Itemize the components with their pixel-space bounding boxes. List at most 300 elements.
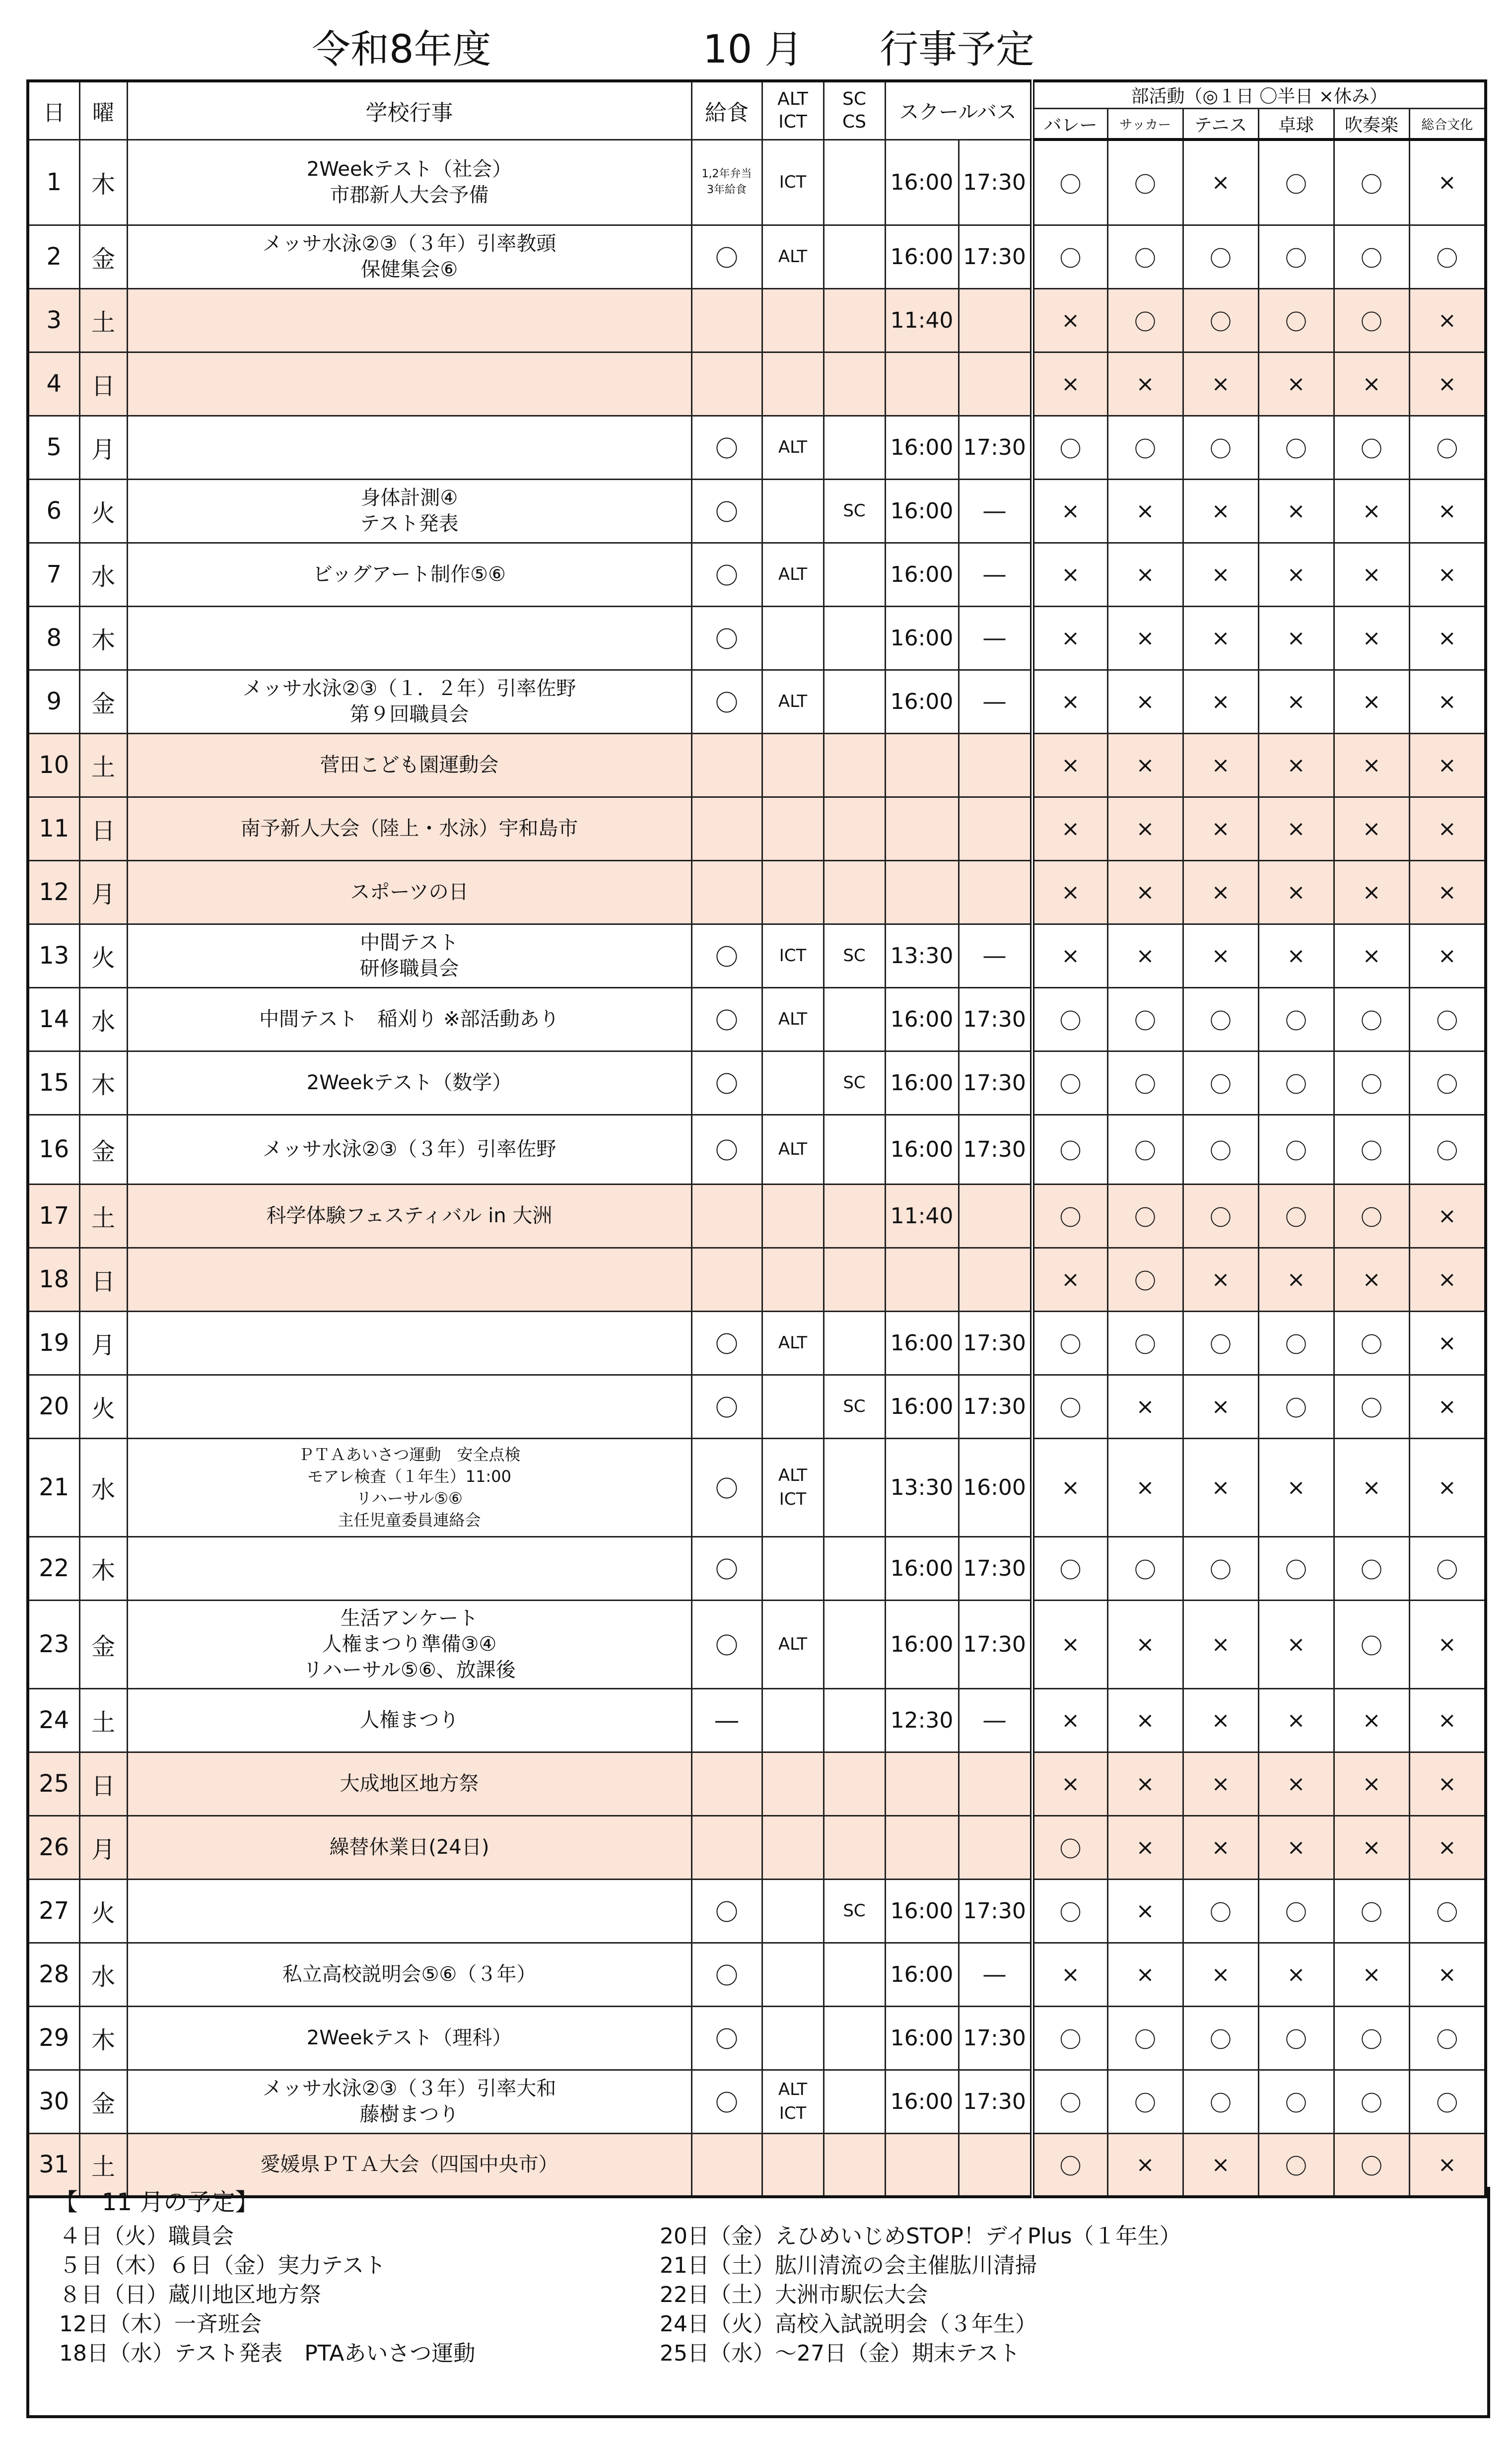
events-cell: [127, 1311, 691, 1375]
alt-cell: [762, 606, 824, 670]
day-cell: 13: [28, 924, 79, 987]
club-tennis-cell: 〇: [1183, 1115, 1258, 1184]
table-row: [28, 543, 1486, 606]
club-tabletennis-cell: 〇: [1258, 2070, 1334, 2133]
club-brassband-cell: ×: [1334, 1815, 1409, 1879]
day-cell: 11: [28, 797, 79, 860]
club-brassband-cell: ×: [1334, 606, 1409, 670]
club-culture-cell: ×: [1409, 1375, 1486, 1438]
alt-cell: [762, 1051, 824, 1115]
club-tabletennis-cell: ×: [1258, 860, 1334, 924]
club-tabletennis-cell: 〇: [1258, 1051, 1334, 1115]
kyushoku-cell: [691, 733, 762, 797]
club-tabletennis-cell: ×: [1258, 1815, 1334, 1879]
club-volleyball-cell: 〇: [1032, 1184, 1107, 1248]
weekday-cell: 火: [79, 1375, 127, 1438]
alt-cell: [762, 352, 824, 416]
club-culture-cell: ×: [1409, 352, 1486, 416]
bus-departure-cell: [885, 1248, 959, 1311]
club-tabletennis-header: 卓球: [1258, 109, 1334, 140]
club-soccer-cell: ×: [1107, 1815, 1183, 1879]
club-tabletennis-cell: 〇: [1258, 1879, 1334, 1943]
day-cell: 28: [28, 1943, 79, 2006]
table-row: [28, 1815, 1486, 1879]
club-tabletennis-cell: ×: [1258, 1688, 1334, 1752]
bus-departure-cell: 16:00: [885, 1879, 959, 1943]
day-cell: 31: [28, 2133, 79, 2197]
bus-late-cell: 17:30: [959, 1600, 1032, 1688]
club-brassband-cell: 〇: [1334, 1184, 1409, 1248]
bus-departure-cell: 16:00: [885, 1943, 959, 2006]
club-tabletennis-cell: ×: [1258, 606, 1334, 670]
kyushoku-cell: [691, 860, 762, 924]
bus-late-cell: ―: [959, 606, 1032, 670]
club-brassband-cell: 〇: [1334, 1536, 1409, 1600]
table-row: [28, 733, 1486, 797]
club-volleyball-cell: ×: [1032, 288, 1107, 352]
club-tabletennis-cell: ×: [1258, 670, 1334, 733]
day-cell: 3: [28, 288, 79, 352]
weekday-cell: 水: [79, 1438, 127, 1536]
table-row: [28, 479, 1486, 543]
event-line: 繰替休業日(24日): [329, 1836, 489, 1859]
club-tennis-cell: ×: [1183, 797, 1258, 860]
club-volleyball-cell: 〇: [1032, 987, 1107, 1051]
day-cell: 16: [28, 1115, 79, 1184]
club-tennis-cell: ×: [1183, 606, 1258, 670]
weekday-cell: 木: [79, 1536, 127, 1600]
events-cell: [127, 924, 691, 987]
event-line: 科学体験フェスティバル in 大洲: [266, 1204, 552, 1227]
club-culture-cell: 〇: [1409, 1879, 1486, 1943]
club-tabletennis-cell: 〇: [1258, 1184, 1334, 1248]
club-tennis-cell: ×: [1183, 924, 1258, 987]
club-tennis-cell: 〇: [1183, 225, 1258, 288]
event-line: 藤樹まつり: [359, 2103, 459, 2126]
weekday-cell: 水: [79, 1943, 127, 2006]
club-volleyball-cell: ×: [1032, 606, 1107, 670]
table-row: [28, 1943, 1486, 2006]
bus-late-cell: 17:30: [959, 1311, 1032, 1375]
event-line: 市郡新人大会予備: [330, 184, 489, 207]
alt-cell: [762, 1248, 824, 1311]
bus-departure-cell: 16:00: [885, 479, 959, 543]
day-cell: 6: [28, 479, 79, 543]
event-line: 中間テスト: [360, 931, 459, 954]
club-culture-cell: ×: [1409, 140, 1486, 225]
club-tennis-cell: 〇: [1183, 1311, 1258, 1375]
club-tennis-cell: ×: [1183, 860, 1258, 924]
weekday-header: 曜: [79, 81, 127, 140]
club-tennis-cell: 〇: [1183, 987, 1258, 1051]
club-tennis-cell: ×: [1183, 733, 1258, 797]
club-culture-cell: 〇: [1409, 2070, 1486, 2133]
club-tennis-cell: ×: [1183, 1815, 1258, 1879]
alt-cell: [762, 479, 824, 543]
club-volleyball-header: バレー: [1032, 109, 1107, 140]
table-row: [28, 797, 1486, 860]
club-culture-cell: ×: [1409, 1184, 1486, 1248]
bus-departure-cell: 12:30: [885, 1688, 959, 1752]
club-volleyball-cell: ×: [1032, 1600, 1107, 1688]
sc-cell: [824, 2006, 885, 2070]
alt-cell: ALT: [762, 1115, 824, 1184]
weekday-cell: 日: [79, 797, 127, 860]
weekday-cell: 木: [79, 2006, 127, 2070]
table-row: [28, 1438, 1486, 1536]
events-cell: [127, 225, 691, 288]
club-volleyball-cell: ×: [1032, 924, 1107, 987]
bus-departure-cell: 16:00: [885, 140, 959, 225]
bus-departure-cell: 16:00: [885, 670, 959, 733]
kyushoku-cell: [691, 797, 762, 860]
table-row: [28, 1311, 1486, 1375]
event-line: 保健集会⑥: [360, 258, 458, 281]
events-cell: [127, 1051, 691, 1115]
bus-late-cell: 17:30: [959, 1375, 1032, 1438]
kyushoku-cell: 〇: [691, 2006, 762, 2070]
events-cell: [127, 352, 691, 416]
table-row: [28, 1600, 1486, 1688]
club-volleyball-cell: ×: [1032, 670, 1107, 733]
club-culture-cell: ×: [1409, 797, 1486, 860]
club-volleyball-cell: 〇: [1032, 225, 1107, 288]
club-brassband-cell: ×: [1334, 1248, 1409, 1311]
club-header: 部活動（◎１日 〇半日 ×休み）: [1032, 81, 1486, 109]
club-tabletennis-cell: 〇: [1258, 2133, 1334, 2197]
event-line: 身体計測④: [360, 487, 458, 509]
alt-cell: ALT: [762, 670, 824, 733]
events-cell: [127, 1184, 691, 1248]
weekday-cell: 月: [79, 1815, 127, 1879]
sc-cell: [824, 606, 885, 670]
club-soccer-cell: 〇: [1107, 987, 1183, 1051]
events-cell: [127, 479, 691, 543]
club-soccer-cell: ×: [1107, 606, 1183, 670]
club-soccer-cell: 〇: [1107, 1184, 1183, 1248]
event-line: 中間テスト 稲刈り ※部活動あり: [259, 1008, 559, 1031]
sc-cell: SC: [824, 479, 885, 543]
club-soccer-cell: 〇: [1107, 2006, 1183, 2070]
club-tennis-cell: ×: [1183, 352, 1258, 416]
events-cell: [127, 733, 691, 797]
bus-late-cell: 17:30: [959, 2070, 1032, 2133]
alt-cell: [762, 733, 824, 797]
bus-late-cell: ―: [959, 924, 1032, 987]
club-brassband-cell: 〇: [1334, 2133, 1409, 2197]
bus-late-cell: 17:30: [959, 140, 1032, 225]
table-row: [28, 606, 1486, 670]
club-brassband-cell: 〇: [1334, 2006, 1409, 2070]
club-tennis-cell: 〇: [1183, 2006, 1258, 2070]
club-tennis-cell: 〇: [1183, 2070, 1258, 2133]
table-row: [28, 416, 1486, 479]
club-volleyball-cell: ×: [1032, 860, 1107, 924]
kyushoku-cell: 〇: [691, 1536, 762, 1600]
weekday-cell: 木: [79, 606, 127, 670]
sc-cell: SC: [824, 1375, 885, 1438]
alt-cell: ALT: [762, 1600, 824, 1688]
club-brassband-cell: 〇: [1334, 1375, 1409, 1438]
weekday-cell: 火: [79, 1879, 127, 1943]
events-cell: [127, 797, 691, 860]
day-cell: 14: [28, 987, 79, 1051]
club-tennis-cell: 〇: [1183, 1536, 1258, 1600]
weekday-cell: 月: [79, 1311, 127, 1375]
event-line: テスト発表: [360, 512, 459, 535]
next-month-title: 【 11 月の予定】: [54, 2188, 259, 2216]
club-volleyball-cell: 〇: [1032, 1815, 1107, 1879]
table-row: [28, 140, 1486, 225]
bus-late-cell: ―: [959, 1688, 1032, 1752]
bus-late-cell: [959, 1184, 1032, 1248]
events-cell: [127, 1248, 691, 1311]
sc-cell: [824, 1600, 885, 1688]
kyushoku-cell: [691, 288, 762, 352]
club-tabletennis-cell: 〇: [1258, 140, 1334, 225]
club-culture-cell: ×: [1409, 288, 1486, 352]
kyushoku-cell: 〇: [691, 1879, 762, 1943]
club-tennis-cell: ×: [1183, 479, 1258, 543]
bus-late-cell: 17:30: [959, 1115, 1032, 1184]
club-soccer-cell: 〇: [1107, 416, 1183, 479]
sc-cell: SC: [824, 1879, 885, 1943]
table-row: [28, 860, 1486, 924]
club-culture-cell: ×: [1409, 924, 1486, 987]
bus-late-cell: 17:30: [959, 987, 1032, 1051]
events-cell: [127, 606, 691, 670]
table-row: [28, 2070, 1486, 2133]
club-soccer-cell: ×: [1107, 924, 1183, 987]
event-line: メッサ水泳②③（３年）引率教頭: [262, 232, 556, 255]
club-soccer-cell: ×: [1107, 670, 1183, 733]
bus-departure-cell: 16:00: [885, 1115, 959, 1184]
club-soccer-cell: 〇: [1107, 1115, 1183, 1184]
event-line: 私立高校説明会⑤⑥（３年）: [282, 1963, 537, 1986]
weekday-cell: 日: [79, 1248, 127, 1311]
alt-cell: [762, 1536, 824, 1600]
sc-cell: [824, 1311, 885, 1375]
bus-late-cell: [959, 352, 1032, 416]
bus-departure-cell: 16:00: [885, 1375, 959, 1438]
club-culture-cell: 〇: [1409, 2006, 1486, 2070]
club-tennis-cell: 〇: [1183, 1184, 1258, 1248]
alt-cell: ALT: [762, 225, 824, 288]
event-line: メッサ水泳②③（１．２年）引率佐野: [242, 677, 576, 700]
table-row: [28, 288, 1486, 352]
bus-late-cell: 17:30: [959, 1051, 1032, 1115]
event-line: 2Weekテスト（社会）: [306, 158, 512, 181]
bus-late-cell: 17:30: [959, 2006, 1032, 2070]
event-line: 研修職員会: [359, 957, 459, 980]
fiscal-year: 令和8年度: [312, 27, 491, 72]
next-month-item: ５日（木）６日（金）実力テスト: [59, 2253, 386, 2278]
events-cell: [127, 1943, 691, 2006]
kyushoku-cell: 〇: [691, 416, 762, 479]
bus-departure-cell: [885, 797, 959, 860]
bus-departure-cell: [885, 1752, 959, 1815]
club-brassband-header: 吹奏楽: [1334, 109, 1409, 140]
club-tabletennis-cell: ×: [1258, 352, 1334, 416]
schedule-table: [26, 79, 1487, 2198]
weekday-cell: 金: [79, 1600, 127, 1688]
club-tabletennis-cell: ×: [1258, 479, 1334, 543]
club-tennis-cell: ×: [1183, 140, 1258, 225]
alt-cell: [762, 1184, 824, 1248]
club-culture-cell: ×: [1409, 2133, 1486, 2197]
bus-late-cell: 17:30: [959, 225, 1032, 288]
weekday-cell: 木: [79, 140, 127, 225]
weekday-cell: 日: [79, 1752, 127, 1815]
club-soccer-cell: ×: [1107, 543, 1183, 606]
next-month-item: 20日（金）えひめいじめSTOP！デイPlus（１年生）: [660, 2224, 1181, 2249]
bus-late-cell: ―: [959, 670, 1032, 733]
bus-departure-cell: 16:00: [885, 2070, 959, 2133]
club-soccer-cell: ×: [1107, 860, 1183, 924]
club-culture-cell: ×: [1409, 1815, 1486, 1879]
alt-cell: ICT: [762, 924, 824, 987]
alt-cell: ALT: [762, 987, 824, 1051]
club-soccer-cell: ×: [1107, 352, 1183, 416]
event-line: モアレ検査（１年生）11:00: [307, 1467, 511, 1486]
next-month-item: ４日（火）職員会: [59, 2224, 234, 2249]
day-cell: 9: [28, 670, 79, 733]
alt-cell: [762, 1879, 824, 1943]
club-soccer-cell: 〇: [1107, 1051, 1183, 1115]
events-cell: [127, 1815, 691, 1879]
club-volleyball-cell: ×: [1032, 543, 1107, 606]
sc-cell: [824, 140, 885, 225]
club-brassband-cell: ×: [1334, 924, 1409, 987]
day-cell: 12: [28, 860, 79, 924]
weekday-cell: 日: [79, 352, 127, 416]
alt-cell: ICT: [762, 140, 824, 225]
club-volleyball-cell: 〇: [1032, 2006, 1107, 2070]
sc-cell: [824, 416, 885, 479]
weekday-cell: 月: [79, 416, 127, 479]
club-brassband-cell: 〇: [1334, 225, 1409, 288]
bus-departure-cell: 11:40: [885, 1184, 959, 1248]
club-soccer-cell: 〇: [1107, 288, 1183, 352]
table-row: [28, 1051, 1486, 1115]
club-soccer-header: サッカー: [1107, 109, 1183, 140]
sc-cell: [824, 1438, 885, 1536]
club-tennis-cell: ×: [1183, 1752, 1258, 1815]
bus-departure-cell: 13:30: [885, 1438, 959, 1536]
bus-late-cell: [959, 1752, 1032, 1815]
club-brassband-cell: ×: [1334, 733, 1409, 797]
sc-cell: [824, 797, 885, 860]
bus-late-cell: 17:30: [959, 1879, 1032, 1943]
sc-cell: [824, 1688, 885, 1752]
next-month-item: 25日（水）～27日（金）期末テスト: [660, 2341, 1021, 2366]
bus-departure-cell: 16:00: [885, 543, 959, 606]
alt-cell: [762, 797, 824, 860]
club-tabletennis-cell: 〇: [1258, 1536, 1334, 1600]
club-culture-cell: 〇: [1409, 1115, 1486, 1184]
club-soccer-cell: 〇: [1107, 1536, 1183, 1600]
alt-header: ALT ICT: [762, 81, 824, 140]
alt-cell: [762, 1375, 824, 1438]
weekday-cell: 金: [79, 225, 127, 288]
club-soccer-cell: ×: [1107, 733, 1183, 797]
table-row: [28, 225, 1486, 288]
table-row: [28, 987, 1486, 1051]
kyushoku-cell: ―: [691, 1688, 762, 1752]
next-month-section: [26, 2187, 1490, 2418]
club-tennis-header: テニス: [1183, 109, 1258, 140]
kyushoku-cell: 〇: [691, 1115, 762, 1184]
sc-cell: [824, 1248, 885, 1311]
club-brassband-cell: 〇: [1334, 2070, 1409, 2133]
next-month-list-right: [660, 2222, 1181, 2368]
table-row: [28, 1879, 1486, 1943]
alt-cell: ALT: [762, 416, 824, 479]
sc-cell: [824, 987, 885, 1051]
weekday-cell: 土: [79, 1184, 127, 1248]
club-tabletennis-cell: ×: [1258, 797, 1334, 860]
bus-departure-cell: 16:00: [885, 1600, 959, 1688]
club-volleyball-cell: 〇: [1032, 1879, 1107, 1943]
alt-cell: [762, 1752, 824, 1815]
bus-late-cell: ―: [959, 1943, 1032, 2006]
club-volleyball-cell: 〇: [1032, 2133, 1107, 2197]
kyushoku-cell: [691, 1248, 762, 1311]
club-tennis-cell: ×: [1183, 1375, 1258, 1438]
bus-departure-cell: 16:00: [885, 1311, 959, 1375]
kyushoku-cell: 〇: [691, 606, 762, 670]
weekday-cell: 土: [79, 2133, 127, 2197]
bus-departure-cell: [885, 733, 959, 797]
club-culture-cell: ×: [1409, 606, 1486, 670]
club-brassband-cell: 〇: [1334, 1879, 1409, 1943]
weekday-cell: 火: [79, 924, 127, 987]
table-body: [28, 140, 1486, 2197]
event-line: 菅田こども園運動会: [320, 754, 499, 776]
next-month-item: 24日（火）高校入試説明会（３年生）: [660, 2311, 1037, 2337]
kyushoku-cell: 〇: [691, 1375, 762, 1438]
bus-late-cell: 17:30: [959, 416, 1032, 479]
kyushoku-cell: 〇: [691, 987, 762, 1051]
club-culture-cell: ×: [1409, 1600, 1486, 1688]
club-brassband-cell: 〇: [1334, 987, 1409, 1051]
club-brassband-cell: ×: [1334, 670, 1409, 733]
club-volleyball-cell: 〇: [1032, 2070, 1107, 2133]
bus-departure-cell: [885, 352, 959, 416]
club-brassband-cell: 〇: [1334, 1600, 1409, 1688]
events-cell: [127, 2070, 691, 2133]
event-line: 2Weekテスト（理科）: [306, 2026, 512, 2049]
club-volleyball-cell: 〇: [1032, 1536, 1107, 1600]
event-line: 第９回職員会: [349, 703, 469, 726]
sc-cell: [824, 670, 885, 733]
club-tennis-cell: ×: [1183, 1943, 1258, 2006]
next-month-item: 21日（土）肱川清流の会主催肱川清掃: [660, 2253, 1037, 2278]
club-culture-cell: 〇: [1409, 987, 1486, 1051]
club-tennis-cell: ×: [1183, 1248, 1258, 1311]
alt-cell: [762, 1815, 824, 1879]
club-culture-cell: ×: [1409, 479, 1486, 543]
weekday-cell: 水: [79, 987, 127, 1051]
bus-departure-cell: 13:30: [885, 924, 959, 987]
event-line: ビッグアート制作⑤⑥: [313, 563, 506, 586]
club-tabletennis-cell: ×: [1258, 1752, 1334, 1815]
kyushoku-cell: [691, 1184, 762, 1248]
next-month-item: 12日（木）一斉班会: [59, 2311, 262, 2337]
club-soccer-cell: 〇: [1107, 2070, 1183, 2133]
day-cell: 29: [28, 2006, 79, 2070]
club-brassband-cell: ×: [1334, 1688, 1409, 1752]
